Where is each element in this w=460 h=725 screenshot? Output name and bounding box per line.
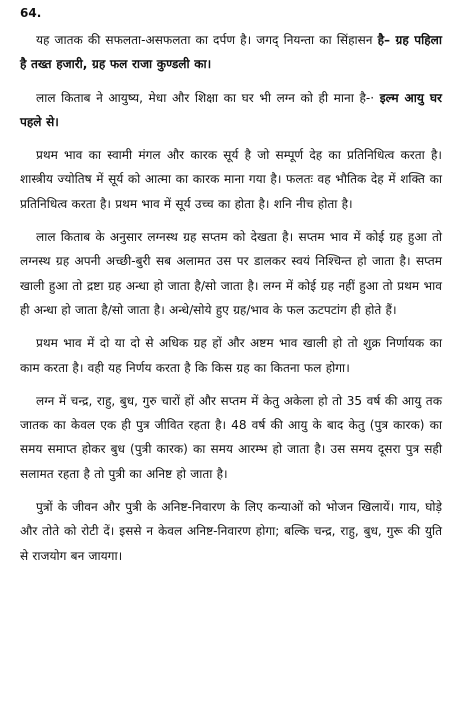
paragraph-2 <box>20 86 442 135</box>
paragraph-3 <box>20 143 442 216</box>
page-number: 64. <box>20 6 42 20</box>
paragraph-5 <box>20 331 442 380</box>
paragraph-7-text: पुत्रों के जीवन और पुत्री के अनिष्ट-निवारण के लिए कन्याओं को भोजन खिलायें। गाय, घोड़े और तोते को रोटी दें। इससे न केवल अनिष्ट-निवारण होगा; बल्कि चन्द्र, राहु, बुध, गुरू की युति से राजयोग बन जायगा। <box>20 500 442 563</box>
paragraph-4-text: लाल किताब के अनुसार लग्नस्थ ग्रह सप्तम को देखता है। सप्तम भाव में कोई ग्रह हुआ तो लग्नस्थ ग्रह अपनी अच्छी-बुरी सब अलामत उस पर डालकर स्वयं निश्चिन्त हो जाता है। सप्तम खाली हुआ तो द्रष्टा ग्रह अन्धा हो जाता है/सो जाता है। लग्न में कोई ग्रह नहीं हुआ तो प्रथम भाव ही अन्धा हो जाता है/सो जाता है। अन्धे/सोये हुए ग्रह/भाव के फल ऊटपटांग ही होते हैं। <box>20 230 442 317</box>
paragraph-7 <box>20 495 442 568</box>
paragraph-3-text: प्रथम भाव का स्वामी मंगल और कारक सूर्य है जो सम्पूर्ण देह का प्रतिनिधित्व करता है। शास्त्रीय ज्योतिष में सूर्य को आत्मा का कारक माना गया है। फलतः वह भौतिक देह में शक्ति का प्रतिनिधित्व करता है। प्रथम भाव में सूर्य उच्च का होता है। शनि नीच होता है। <box>20 148 442 211</box>
paragraph-1-bold-quote: है– ग्रह पहिला है तख्त हजारी, ग्रह फल राजा कुण्डली का। <box>20 33 442 72</box>
paragraph-1 <box>20 28 442 77</box>
paragraph-1-text: यह जातक की सफलता-असफलता का दर्पण है। जगद् नियन्ता का सिंहासन <box>36 33 373 47</box>
paragraph-2-text: लाल किताब ने आयुष्य, मेधा और शिक्षा का घर भी लग्न को ही माना है-· <box>36 90 375 105</box>
paragraph-6-text: लग्न में चन्द्र, राहु, बुध, गुरु चारों हों और सप्तम में केतु अकेला हो तो 35 वर्ष की आयु तक जातक का केवल एक ही पुत्र जीवित रहता है। 48 वर्ष की आयु के बाद केतु (पुत्र कारक) का समय समाप्त होकर बुध (पुत्री कारक) का समय आरम्भ हो जाता है। उस समय दूसरा पुत्र सही सलामत रहता है तो पुत्री का अनिष्ट हो जाता है। <box>20 393 442 481</box>
paragraph-2-bold-quote: इल्म आयु घर पहले से। <box>20 90 442 129</box>
paragraph-4 <box>20 225 442 322</box>
paragraph-5-text: प्रथम भाव में दो या दो से अधिक ग्रह हों और अष्टम भाव खाली हो तो शुक्र निर्णायक का काम करता है। वही यह निर्णय करता है कि किस ग्रह का कितना फल होगा। <box>20 336 442 375</box>
paragraph-6 <box>20 389 442 486</box>
